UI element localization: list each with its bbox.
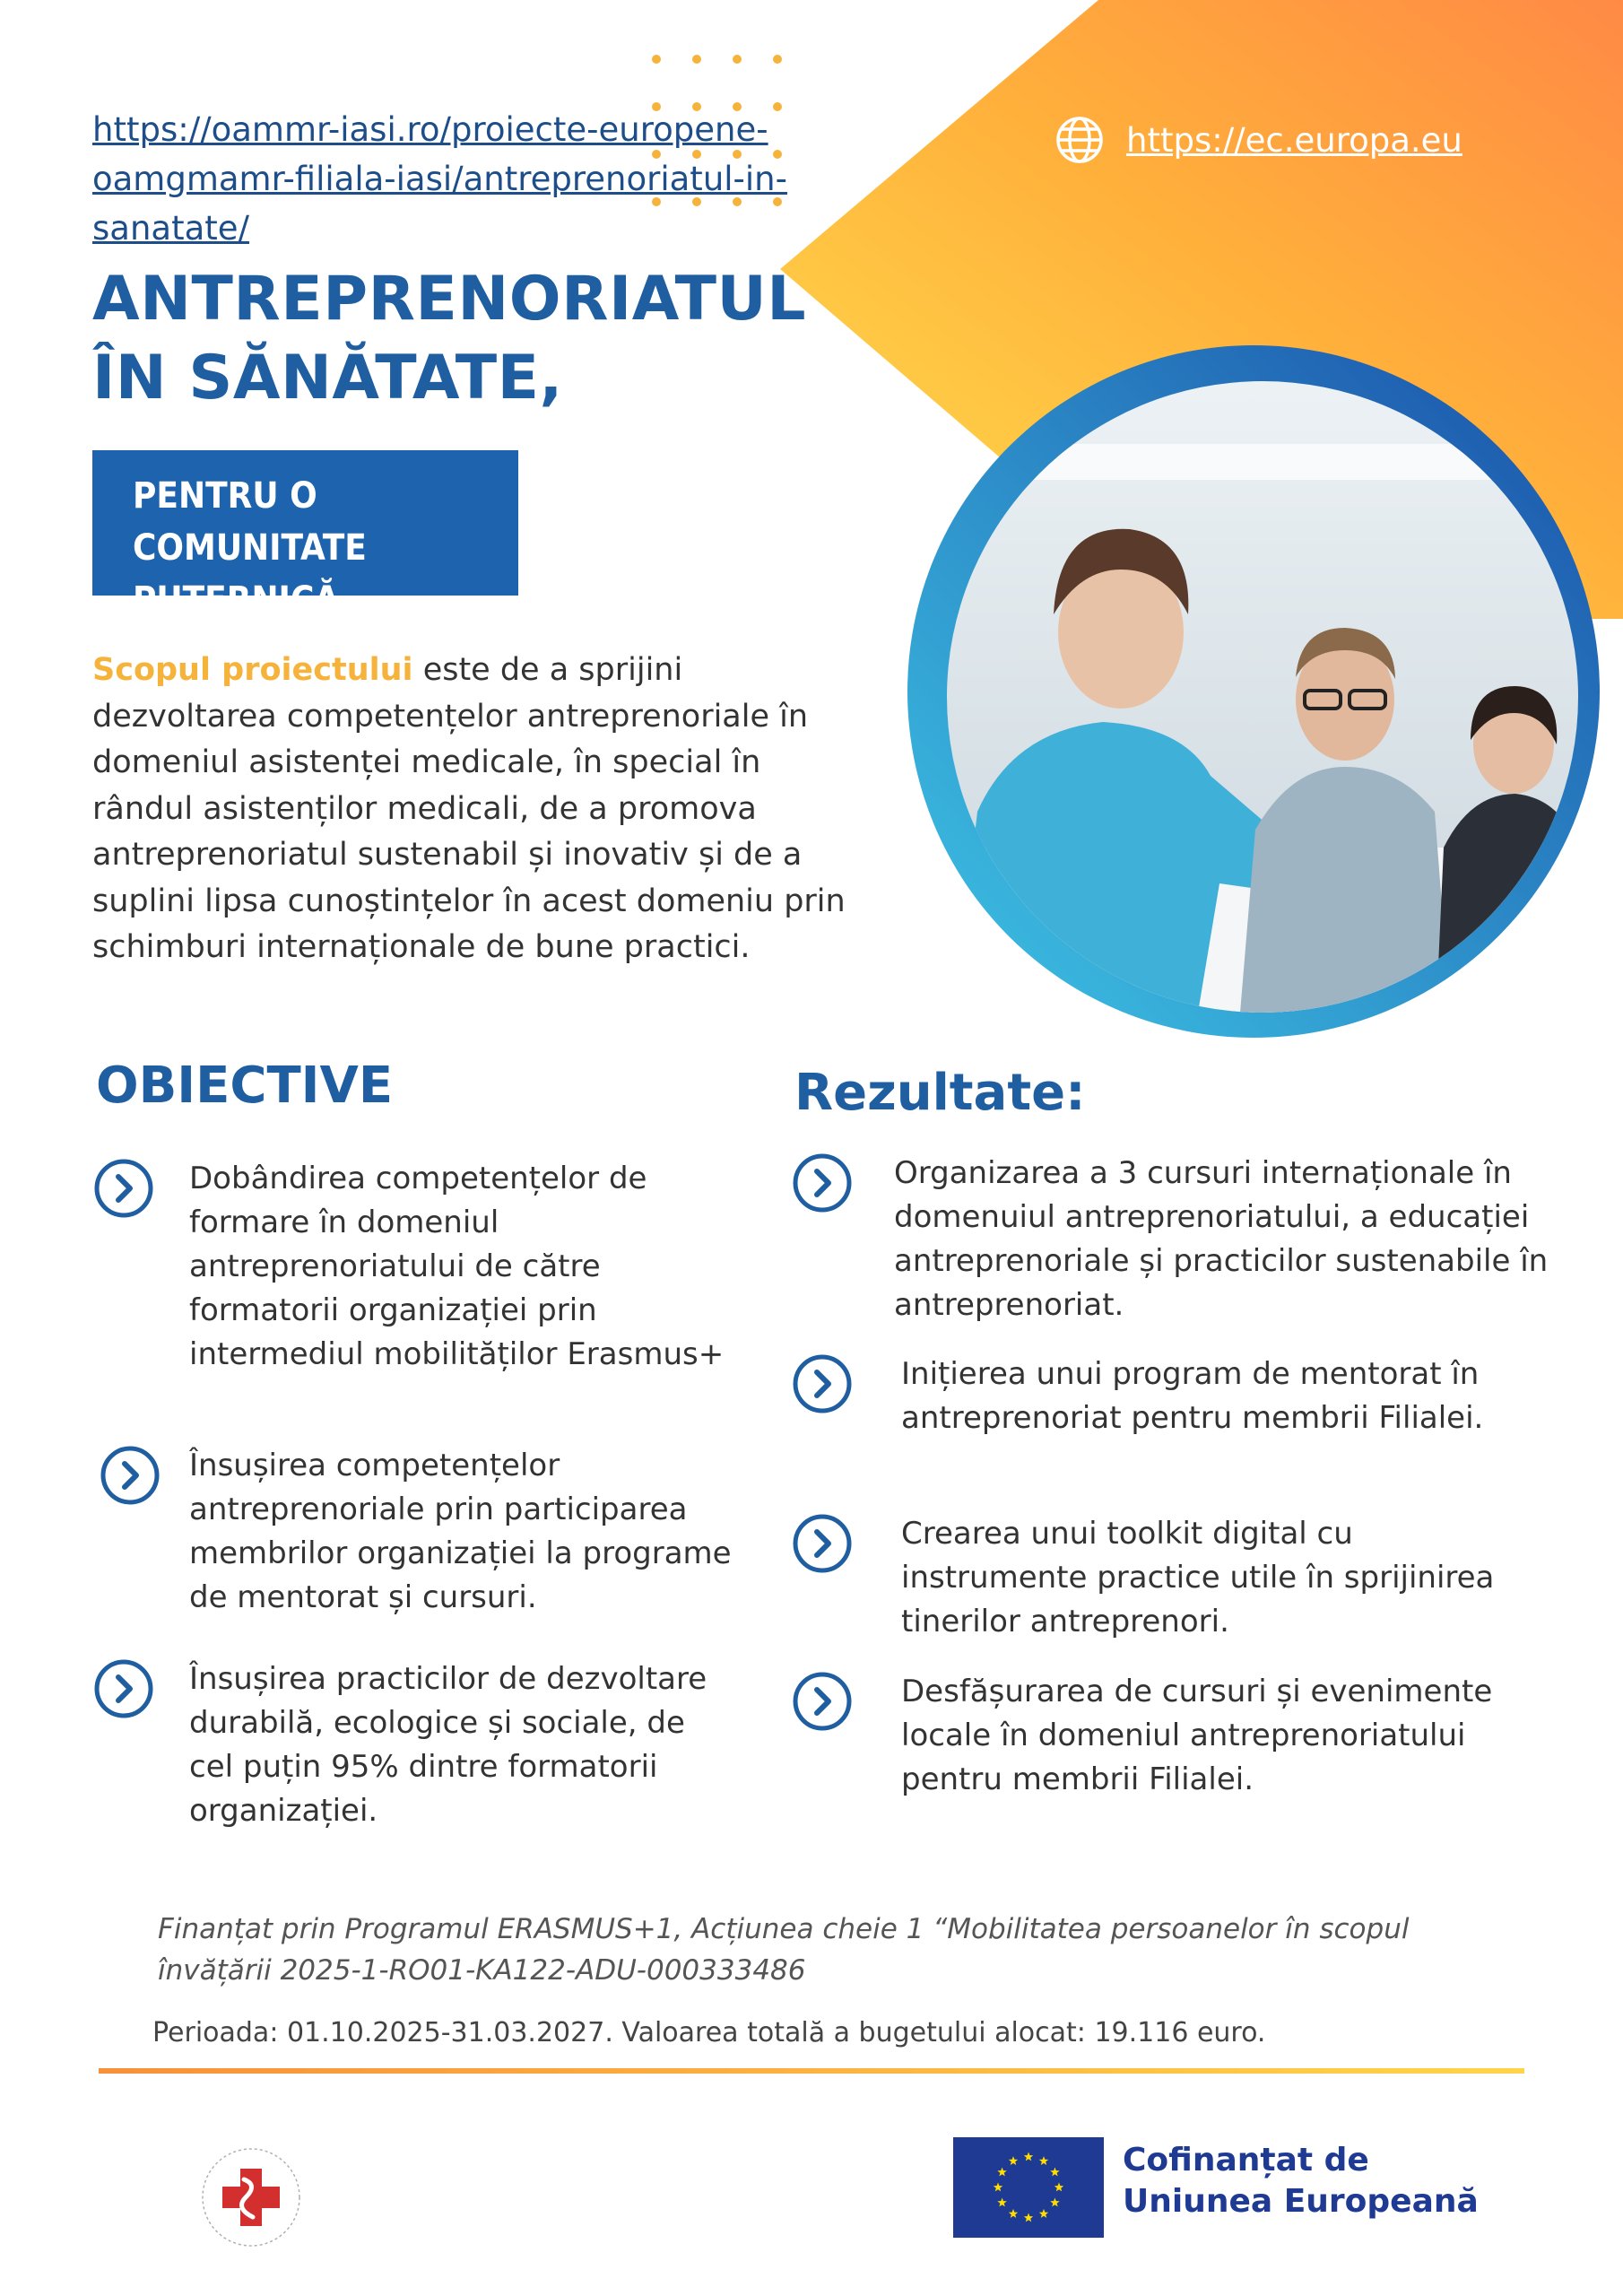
eu-link-group[interactable]: [1055, 115, 1462, 165]
result-text: Crearea unui toolkit digital cu instrumente practice utile în sprijinirea tinerilor antreprenori.: [901, 1516, 1495, 1639]
objectives-title: OBIECTIVE: [96, 1057, 394, 1115]
team-photo: [897, 345, 1605, 1038]
footer-divider: [99, 2068, 1524, 2074]
chevron-right-icon: [791, 1512, 854, 1575]
eu-flag-icon: [953, 2137, 1104, 2238]
title-line1: ANTREPRENORIATUL: [92, 264, 807, 335]
project-link-line2[interactable]: oamgmamr-filiala-iasi/antreprenoriatul-in-sanatate/: [92, 160, 787, 248]
result-item: [791, 1670, 1580, 1802]
results-title: Rezultate:: [794, 1064, 1086, 1122]
period-note: Perioada: 01.10.2025-31.03.2027. Valoarea totală a bugetului alocat: 19.116 euro.: [152, 2017, 1266, 2048]
objective-text: Însușirea competențelor antreprenoriale prin participarea membrilor organizației la programe de mentorat și cursuri.: [189, 1448, 732, 1615]
result-item: [791, 1152, 1580, 1327]
title-line2: ÎN SĂNĂTATE,: [92, 343, 563, 413]
chevron-right-icon: [791, 1670, 854, 1733]
result-text: Desfășurarea de cursuri și evenimente locale în domeniul antreprenoriatului pentru membrii Filialei.: [901, 1674, 1493, 1797]
intro-text: este de a sprijini dezvoltarea competențelor antreprenoriale în domeniul asistenței medicale, în special în rândul asistenților medicali, de a promova antreprenoriatul sustenabil și inovativ și de a suplini lipsa cunoștințelor în acest domeniu prin schimburi internaționale de bune practici.: [92, 652, 846, 965]
subtitle-box: [92, 450, 518, 621]
result-item: [791, 1512, 1580, 1644]
result-item: [791, 1352, 1580, 1440]
chevron-right-icon: [791, 1152, 854, 1214]
subtitle-line2: PUTERNICĂ: [133, 579, 340, 621]
globe-icon: [1055, 115, 1105, 165]
objective-item: [92, 1157, 738, 1377]
chevron-right-icon: [92, 1157, 155, 1220]
page-title: [92, 260, 899, 418]
intro-highlight: Scopul proiectului: [92, 652, 413, 688]
objective-item: [92, 1657, 738, 1833]
chevron-right-icon: [92, 1657, 155, 1720]
eu-link[interactable]: https://ec.europa.eu: [1126, 120, 1462, 160]
subtitle: [133, 470, 500, 626]
project-link-line1[interactable]: https://oammr-iasi.ro/proiecte-europene-: [92, 110, 768, 149]
eu-cofunded-line1: Cofinanțat de: [1123, 2142, 1369, 2179]
project-link[interactable]: [92, 105, 935, 253]
eu-cofunded-line2: Uniunea Europeană: [1123, 2183, 1479, 2220]
objective-item: [99, 1444, 744, 1620]
objective-text: Dobândirea competențelor de formare în domeniul antreprenoriatului de către formatorii organizației prin intermediul mobilităților Erasmus+: [189, 1161, 725, 1372]
result-text: Organizarea a 3 cursuri internaționale în domenuiul antreprenoriatului, a educației antreprenoriale și practicilor sustenabile în antreprenoriat.: [894, 1155, 1549, 1323]
organization-logo: [197, 2144, 305, 2251]
chevron-right-icon: [791, 1352, 854, 1415]
funding-note: Finanțat prin Programul ERASMUS+1, Acțiunea cheie 1 “Mobilitatea persoanelor în scopul învățării 2025-1-RO01-KA122-ADU-000333486: [158, 1913, 1410, 1987]
result-text: Inițierea unui program de mentorat în antreprenoriat pentru membrii Filialei.: [901, 1356, 1484, 1436]
subtitle-line1: PENTRU O COMUNITATE: [133, 475, 367, 569]
objective-text: Însușirea practicilor de dezvoltare durabilă, ecologice și sociale, de cel puțin 95% dintre formatorii organizației.: [189, 1661, 707, 1829]
chevron-right-icon: [99, 1444, 161, 1507]
eu-cofunded-label: [1123, 2140, 1479, 2222]
intro-paragraph: [92, 648, 864, 971]
